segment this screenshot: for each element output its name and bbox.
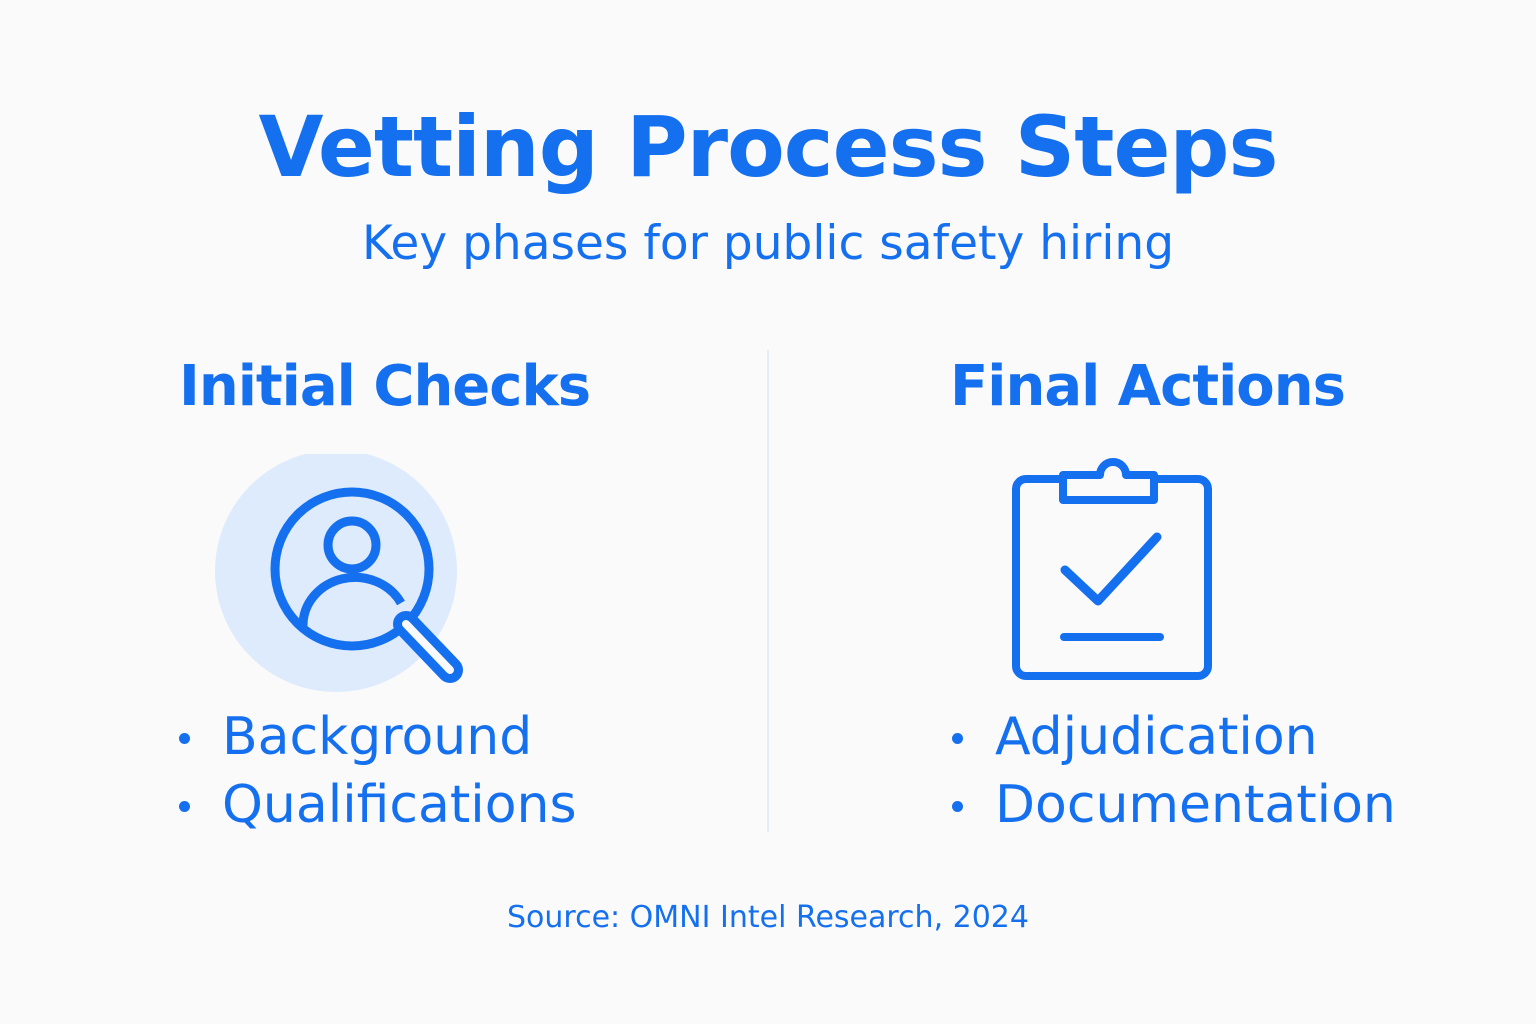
page-subtitle: Key phases for public safety hiring <box>361 216 1175 271</box>
initial-checks-heading: Initial Checks <box>179 354 591 419</box>
column-divider <box>767 350 769 832</box>
list-item-label: Adjudication <box>995 707 1318 767</box>
bullet-icon <box>179 801 190 812</box>
page-title: Vetting Process Steps <box>258 98 1278 196</box>
source-caption: Source: OMNI Intel Research, 2024 <box>507 900 1029 935</box>
list-item <box>176 771 577 839</box>
bullet-icon <box>952 801 963 812</box>
list-item-label: Background <box>222 707 533 767</box>
list-item-label: Qualifications <box>222 775 577 835</box>
initial-checks-list <box>176 703 577 839</box>
person-search-icon <box>214 454 474 694</box>
list-item <box>949 771 1396 839</box>
bullet-icon <box>952 733 963 744</box>
final-actions-heading: Final Actions <box>950 354 1345 419</box>
list-item <box>176 703 577 771</box>
list-item-label: Documentation <box>995 775 1396 835</box>
clipboard-check-icon <box>1008 452 1218 684</box>
final-actions-list <box>949 703 1396 839</box>
list-item <box>949 703 1396 771</box>
bullet-icon <box>179 733 190 744</box>
